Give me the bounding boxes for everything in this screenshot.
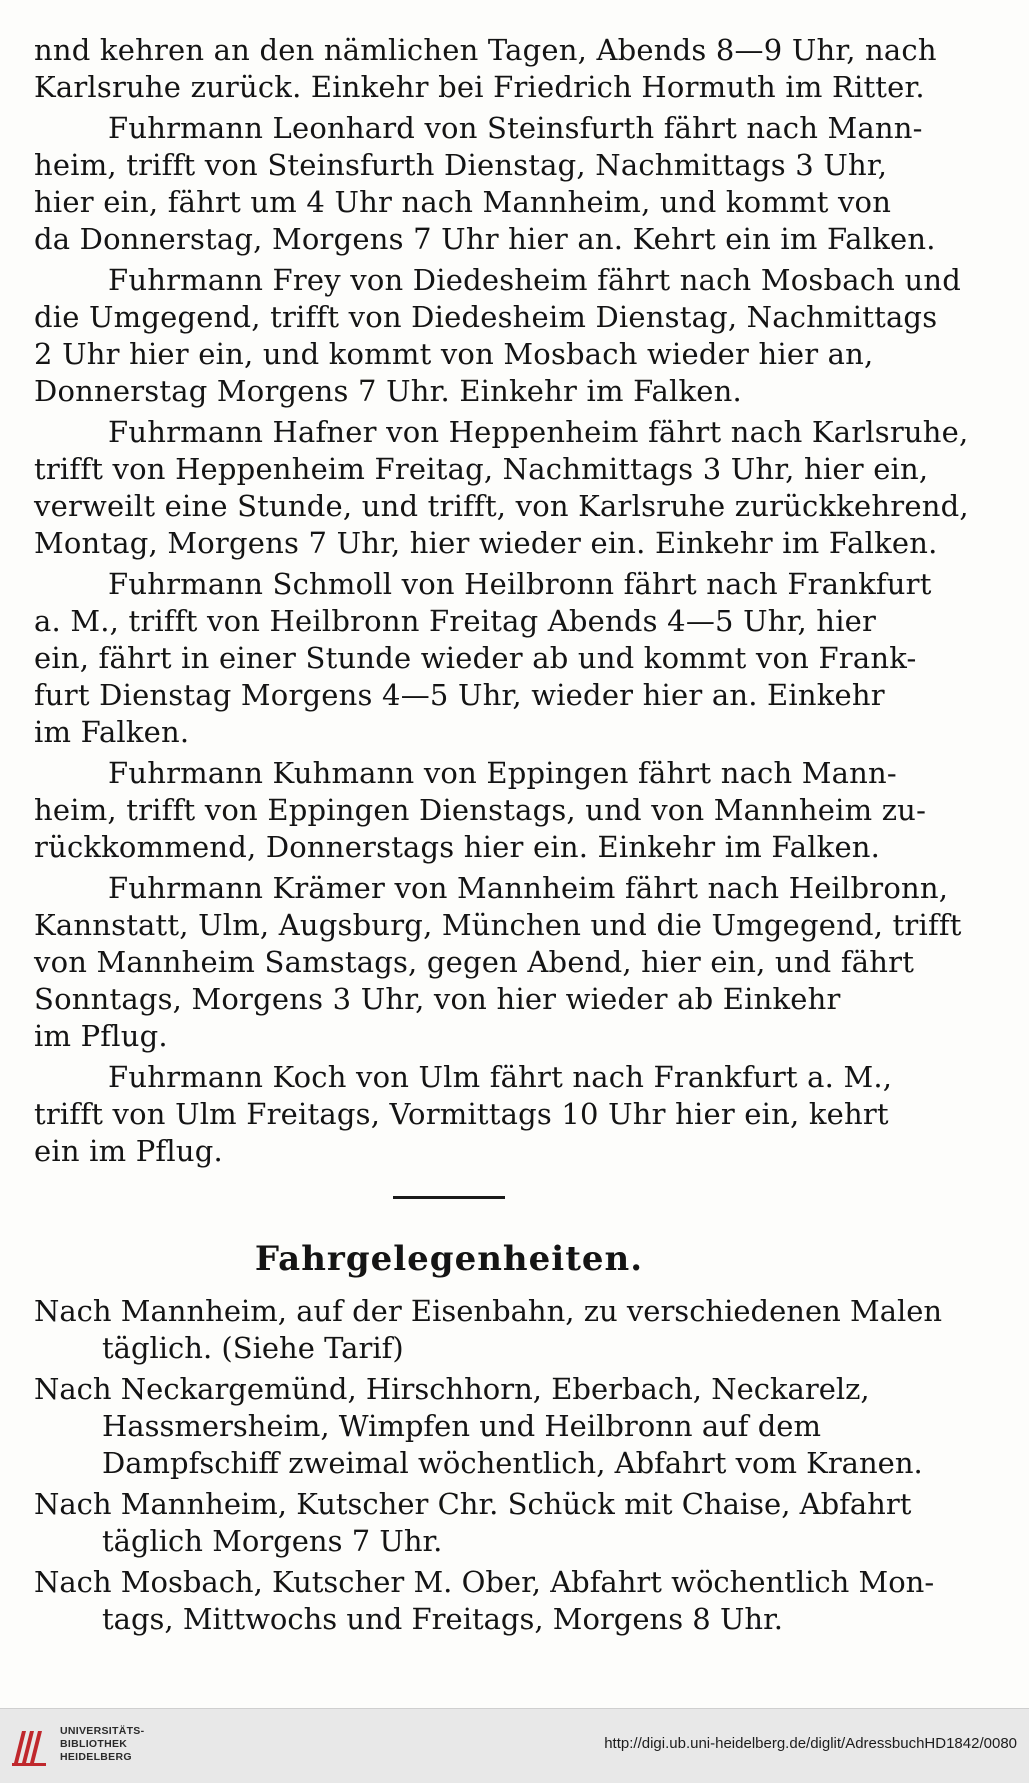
text-line: von Mannheim Samstags, gegen Abend, hier ein, und fährt <box>34 945 915 979</box>
text-line: Hassmersheim, Wimpfen und Heilbronn auf dem <box>102 1409 821 1443</box>
paragraph-5 <box>34 566 932 751</box>
paragraph-2 <box>34 110 936 258</box>
text-line: Dampfschiff zweimal wöchentlich, Abfahrt vom Kranen. <box>102 1446 923 1480</box>
logo-line: BIBLIOTHEK <box>60 1738 128 1750</box>
text-line: täglich. (Siehe Tarif) <box>102 1331 404 1365</box>
text-line: täglich Morgens 7 Uhr. <box>102 1524 443 1558</box>
text-line: Nach Mannheim, Kutscher Chr. Schück mit Chaise, Abfahrt <box>34 1487 912 1521</box>
text-line: Fuhrmann Frey von Diedesheim fährt nach Mosbach und <box>108 263 961 297</box>
text-line: heim, trifft von Eppingen Dienstags, und von Mannheim zu- <box>34 793 927 827</box>
text-line: Nach Neckargemünd, Hirschhorn, Eberbach, Neckarelz, <box>34 1372 870 1406</box>
page-content <box>34 32 969 1642</box>
text-line: heim, trifft von Steinsfurth Dienstag, Nachmittags 3 Uhr, <box>34 148 888 182</box>
text-line: ein im Pflug. <box>34 1134 223 1168</box>
text-line: Karlsruhe zurück. Einkehr bei Friedrich Hormuth im Ritter. <box>34 70 925 104</box>
paragraph-3 <box>34 262 961 410</box>
text-line: Montag, Morgens 7 Uhr, hier wieder ein. Einkehr im Falken. <box>34 526 938 560</box>
paragraph-4 <box>34 414 969 562</box>
paragraph-1 <box>34 32 937 106</box>
paragraph-8 <box>34 1059 893 1170</box>
text-line: die Umgegend, trifft von Diedesheim Dienstag, Nachmittags <box>34 300 938 334</box>
logo-line: HEIDELBERG <box>60 1751 132 1763</box>
text-line: 2 Uhr hier ein, und kommt von Mosbach wieder hier an, <box>34 337 874 371</box>
text-line: Donnerstag Morgens 7 Uhr. Einkehr im Falken. <box>34 374 742 408</box>
library-logo-icon <box>8 1723 52 1769</box>
source-url[interactable]: http://digi.ub.uni-heidelberg.de/diglit/AdressbuchHD1842/0080 <box>604 1735 1017 1752</box>
text-line: nnd kehren an den nämlichen Tagen, Abends 8—9 Uhr, nach <box>34 33 937 67</box>
route-entry-4 <box>34 1564 935 1638</box>
paragraph-6 <box>34 755 927 866</box>
viewer-footer <box>0 1708 1029 1783</box>
text-line: verweilt eine Stunde, und trifft, von Karlsruhe zurückkehrend, <box>34 489 969 523</box>
route-entry-2 <box>34 1371 923 1482</box>
text-line: im Pflug. <box>34 1019 168 1053</box>
logo-line: UNIVERSITÄTS- <box>60 1725 145 1737</box>
library-logo <box>8 1721 218 1773</box>
library-logo-text <box>60 1725 144 1764</box>
text-line: Nach Mosbach, Kutscher M. Ober, Abfahrt wöchentlich Mon- <box>34 1565 935 1599</box>
text-line: Nach Mannheim, auf der Eisenbahn, zu verschiedenen Malen <box>34 1294 943 1328</box>
text-line: Fuhrmann Hafner von Heppenheim fährt nach Karlsruhe, <box>108 415 969 449</box>
text-line: trifft von Ulm Freitags, Vormittags 10 Uhr hier ein, kehrt <box>34 1097 889 1131</box>
text-line: Fuhrmann Kuhmann von Eppingen fährt nach Mann- <box>108 756 897 790</box>
text-line: rückkommend, Donnerstags hier ein. Einkehr im Falken. <box>34 830 881 864</box>
text-line: im Falken. <box>34 715 190 749</box>
text-line: Fuhrmann Schmoll von Heilbronn fährt nach Frankfurt <box>108 567 932 601</box>
text-line: tags, Mittwochs und Freitags, Morgens 8 Uhr. <box>102 1602 783 1636</box>
text-line: a. M., trifft von Heilbronn Freitag Abends 4—5 Uhr, hier <box>34 604 877 638</box>
text-line: Sonntags, Morgens 3 Uhr, von hier wieder ab Einkehr <box>34 982 841 1016</box>
text-line: hier ein, fährt um 4 Uhr nach Mannheim, und kommt von <box>34 185 892 219</box>
route-entry-1 <box>34 1293 943 1367</box>
text-line: Kannstatt, Ulm, Augsburg, München und die Umgegend, trifft <box>34 908 962 942</box>
text-line: Fuhrmann Leonhard von Steinsfurth fährt nach Mann- <box>108 111 923 145</box>
text-line: ein, fährt in einer Stunde wieder ab und kommt von Frank- <box>34 641 917 675</box>
paragraph-7 <box>34 870 962 1055</box>
section-divider <box>393 1196 505 1199</box>
text-line: furt Dienstag Morgens 4—5 Uhr, wieder hier an. Einkehr <box>34 678 885 712</box>
text-line: trifft von Heppenheim Freitag, Nachmittags 3 Uhr, hier ein, <box>34 452 929 486</box>
section-title: Fahrgelegenheiten. <box>254 1239 644 1279</box>
text-line: da Donnerstag, Morgens 7 Uhr hier an. Kehrt ein im Falken. <box>34 222 936 256</box>
text-line: Fuhrmann Koch von Ulm fährt nach Frankfurt a. M., <box>108 1060 893 1094</box>
route-entry-3 <box>34 1486 912 1560</box>
text-line: Fuhrmann Krämer von Mannheim fährt nach Heilbronn, <box>108 871 949 905</box>
